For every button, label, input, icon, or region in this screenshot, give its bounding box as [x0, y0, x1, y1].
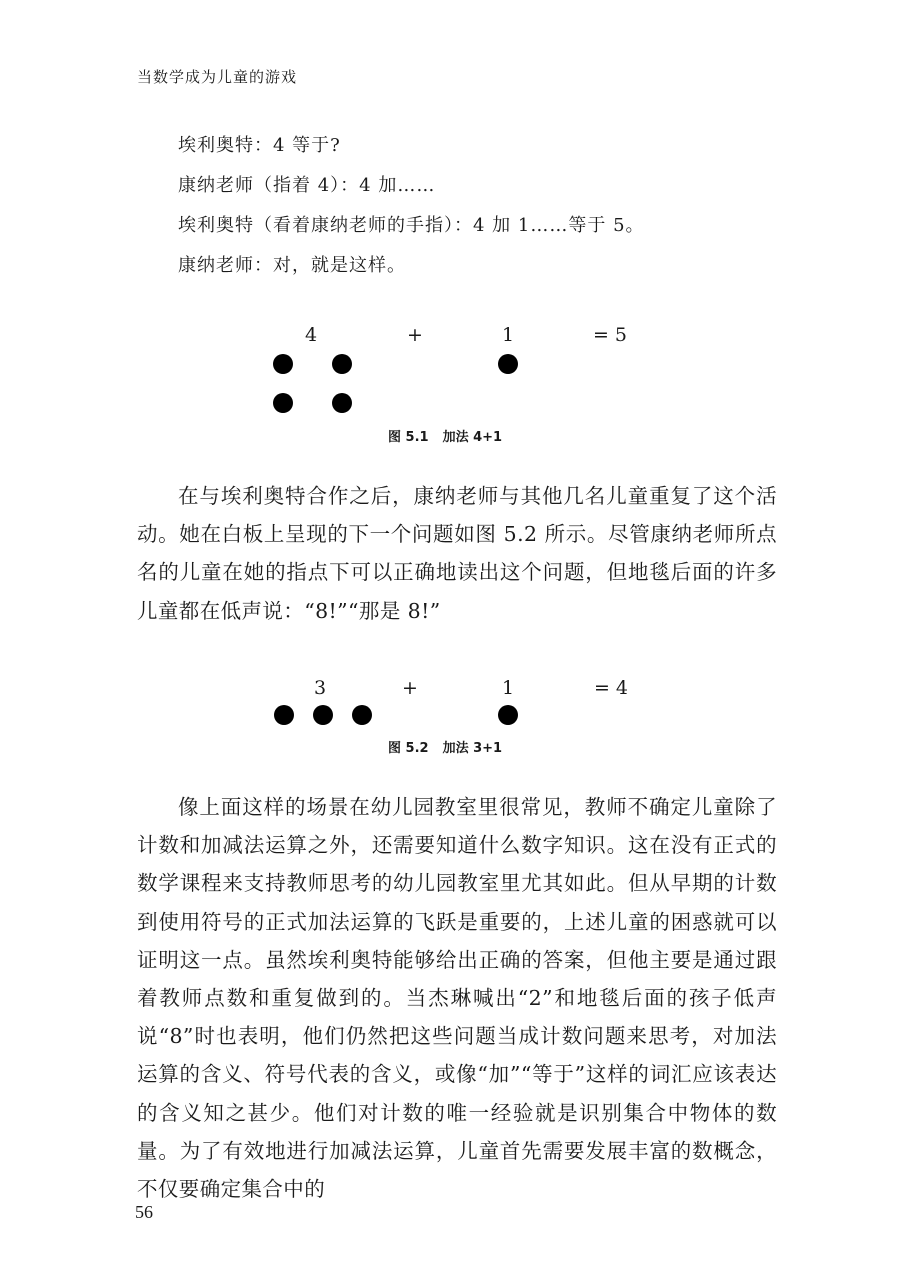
- dot-left: [332, 393, 352, 413]
- figure2-operator: +: [402, 677, 418, 699]
- dot-right: [498, 354, 518, 374]
- figure2-result: = 4: [593, 677, 629, 699]
- dialogue-line: 埃利奥特（看着康纳老师的手指）：4 加 1……等于 5。: [178, 215, 645, 236]
- dot-left: [352, 705, 372, 725]
- figure1-result: = 5: [592, 324, 628, 346]
- figure1-caption-number: 图 5.1: [388, 430, 429, 445]
- dot-left: [313, 705, 333, 725]
- paragraph-2: 像上面这样的场景在幼儿园教室里很常见，教师不确定儿童除了计数和加减法运算之外，还需要知道什么数字知识。这在没有正式的数学课程来支持教师思考的幼儿园教室里尤其如此。但从早期的计数到使用符号的正式加法运算的飞跃是重要的，上述儿童的困惑就可以证明这一点。虽然埃利奥特能够给出正确的答案，但他主要是通过跟着教师点数和重复做到的。当杰琳喊出“2”和地毯后面的孩子低声说“8”时也表明，他们仍然把这些问题当成计数问题来思考，对加法运算的含义、符号代表的含义，或像“加”“等于”这样的词汇应该表达的含义知之甚少。他们对计数的唯一经验就是识别集合中物体的数量。为了有效地进行加减法运算，儿童首先需要发展丰富的数概念，不仅要确定集合中的: [137, 795, 777, 1202]
- dialogue-line: 康纳老师（指着 4）：4 加……: [178, 175, 436, 196]
- figure1-left-number: 4: [304, 324, 318, 346]
- paragraph-1: 在与埃利奥特合作之后，康纳老师与其他几名儿童重复了这个活动。她在白板上呈现的下一个问题如图 5.2 所示。尽管康纳老师所点名的儿童在她的指点下可以正确地读出这个问题，但地毯后面的许多儿童都在低声说：“8!”“那是 8!”: [137, 484, 777, 623]
- page-number: 56: [135, 1202, 153, 1222]
- running-header: 当数学成为儿童的游戏: [137, 68, 298, 86]
- figure2-caption-title: 加法 3+1: [442, 741, 503, 756]
- dot-left: [273, 393, 293, 413]
- dot-left: [332, 354, 352, 374]
- dialogue-block: [178, 126, 778, 286]
- figure1-right-number: 1: [501, 324, 515, 346]
- figure2-caption-number: 图 5.2: [388, 741, 429, 756]
- figure1-caption: [388, 426, 516, 445]
- dot-right: [498, 705, 518, 725]
- figure2-caption: [388, 737, 516, 756]
- dot-left: [274, 705, 294, 725]
- figure2-left-number: 3: [313, 677, 327, 699]
- dot-left: [273, 354, 293, 374]
- dialogue-line: 康纳老师：对，就是这样。: [178, 255, 406, 276]
- figure2-right-number: 1: [501, 677, 515, 699]
- figure1-caption-title: 加法 4+1: [442, 430, 503, 445]
- dialogue-line: 埃利奥特：4 等于?: [178, 135, 341, 156]
- figure1-operator: +: [407, 324, 423, 346]
